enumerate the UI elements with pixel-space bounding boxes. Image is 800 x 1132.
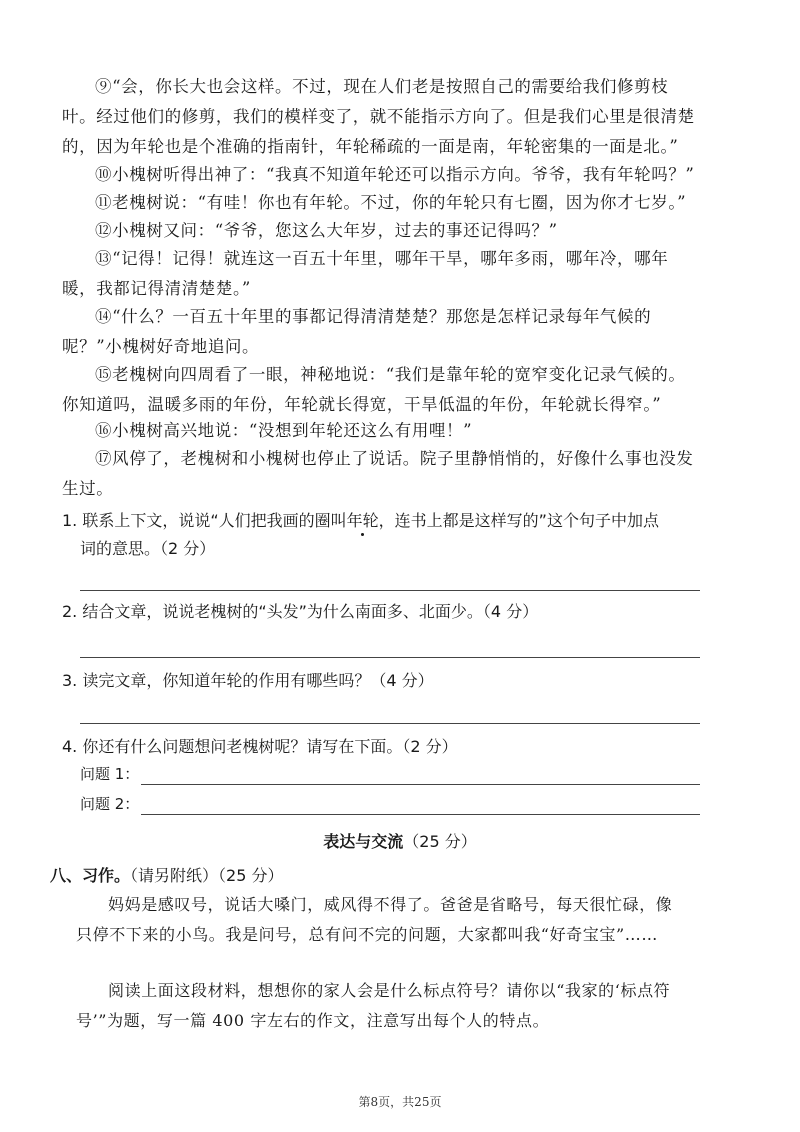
question-2: 2. 结合文章，说说老槐树的“头发”为什么南面多、北面少。（4 分） — [62, 602, 539, 621]
story-paragraph-12: ⑫小槐树又问：“爷爷，您这么大年岁，过去的事还记得吗？” — [95, 221, 558, 240]
story-paragraph-15: ⑮老槐树向四周看了一眼，神秘地说：“我们是靠年轮的宽窄变化记录气候的。你知道吗，温暖多雨的年份，年轮就长得宽，干旱低温的年份，年轮就长得窄。” — [62, 365, 686, 414]
answer-line-2[interactable] — [80, 657, 700, 658]
question-4: 4. 你还有什么问题想问老槐树呢？请写在下面。（2 分） — [62, 737, 458, 756]
question-4-item-1 — [80, 763, 700, 785]
answer-line-3[interactable] — [80, 723, 700, 724]
story-paragraph-9: ⑨“会，你长大也会这样。不过，现在人们老是按照自己的需要给我们修剪枝叶。经过他们的修剪，我们的模样变了，就不能指示方向了。但是我们心里是很清楚的，因为年轮也是个准确的指南针，年轮稀疏的一面是南，年轮密集的一面是北。” — [62, 77, 695, 156]
question-1-suffix: ，连书上都是这样写的”这个句子中加点 — [378, 511, 659, 530]
story-paragraph-17: ⑰风停了，老槐树和小槐树也停止了说话。院子里静悄悄的，好像什么事也没发生过。 — [62, 449, 694, 498]
question-4-item-1-answer-line[interactable] — [141, 768, 700, 785]
question-4-item-2 — [80, 793, 700, 815]
question-4-item-2-answer-line[interactable] — [141, 798, 700, 815]
answer-line-1[interactable] — [80, 590, 700, 591]
writing-task-label: 八、习作。 — [50, 866, 131, 885]
question-1-line2: 词的意思。（2 分） — [80, 539, 216, 558]
question-4-item-1-label: 问题 1： — [80, 765, 140, 783]
section-title — [0, 829, 800, 852]
story-paragraph-11: ⑪老槐树说：“有哇！你也有年轮。不过，你的年轮只有七圈，因为你才七岁。” — [95, 193, 687, 212]
story-paragraph-16: ⑯小槐树高兴地说：“没想到年轮还这么有用哩！” — [95, 421, 473, 440]
page-number: 第8页，共25页 — [358, 1095, 442, 1109]
writing-material: 妈妈是感叹号，说话大嗓门，威风得不得了。爸爸是省略号，每天很忙碌，像只停不下来的小鸟。我是问号，总有问不完的问题，大家都叫我“好奇宝宝”…… — [76, 895, 673, 944]
writing-prompt: 阅读上面这段材料，想想你的家人会是什么标点符号？请你以“我家的‘标点符号’”为题，写一篇 400 字左右的作文，注意写出每个人的特点。 — [76, 981, 671, 1030]
section-title-text: 表达与交流 — [323, 832, 404, 851]
writing-task-heading — [50, 863, 283, 886]
section-title-points: （25 分） — [403, 832, 477, 851]
question-1 — [62, 507, 702, 563]
question-1-prefix: 1. 联系上下文，说说“人们把我画的圈叫 — [62, 511, 347, 530]
story-paragraph-13: ⑬“记得！记得！就连这一百五十年里，哪年干旱，哪年多雨，哪年冷，哪年暖，我都记得清清楚楚。” — [62, 249, 669, 298]
question-1-dotted-word: 年轮 — [346, 511, 379, 530]
question-3: 3. 读完文章，你知道年轮的作用有哪些吗？（4 分） — [62, 671, 434, 690]
writing-task-note: （请另附纸）（25 分） — [130, 866, 284, 885]
story-paragraph-14: ⑭“什么？一百五十年里的事都记得清清楚楚？那您是怎样记录每年气候的呢？”小槐树好奇地追问。 — [62, 307, 652, 356]
question-4-item-2-label: 问题 2： — [80, 795, 140, 813]
story-paragraph-10: ⑩小槐树听得出神了：“我真不知道年轮还可以指示方向。爷爷，我有年轮吗？” — [95, 165, 695, 184]
